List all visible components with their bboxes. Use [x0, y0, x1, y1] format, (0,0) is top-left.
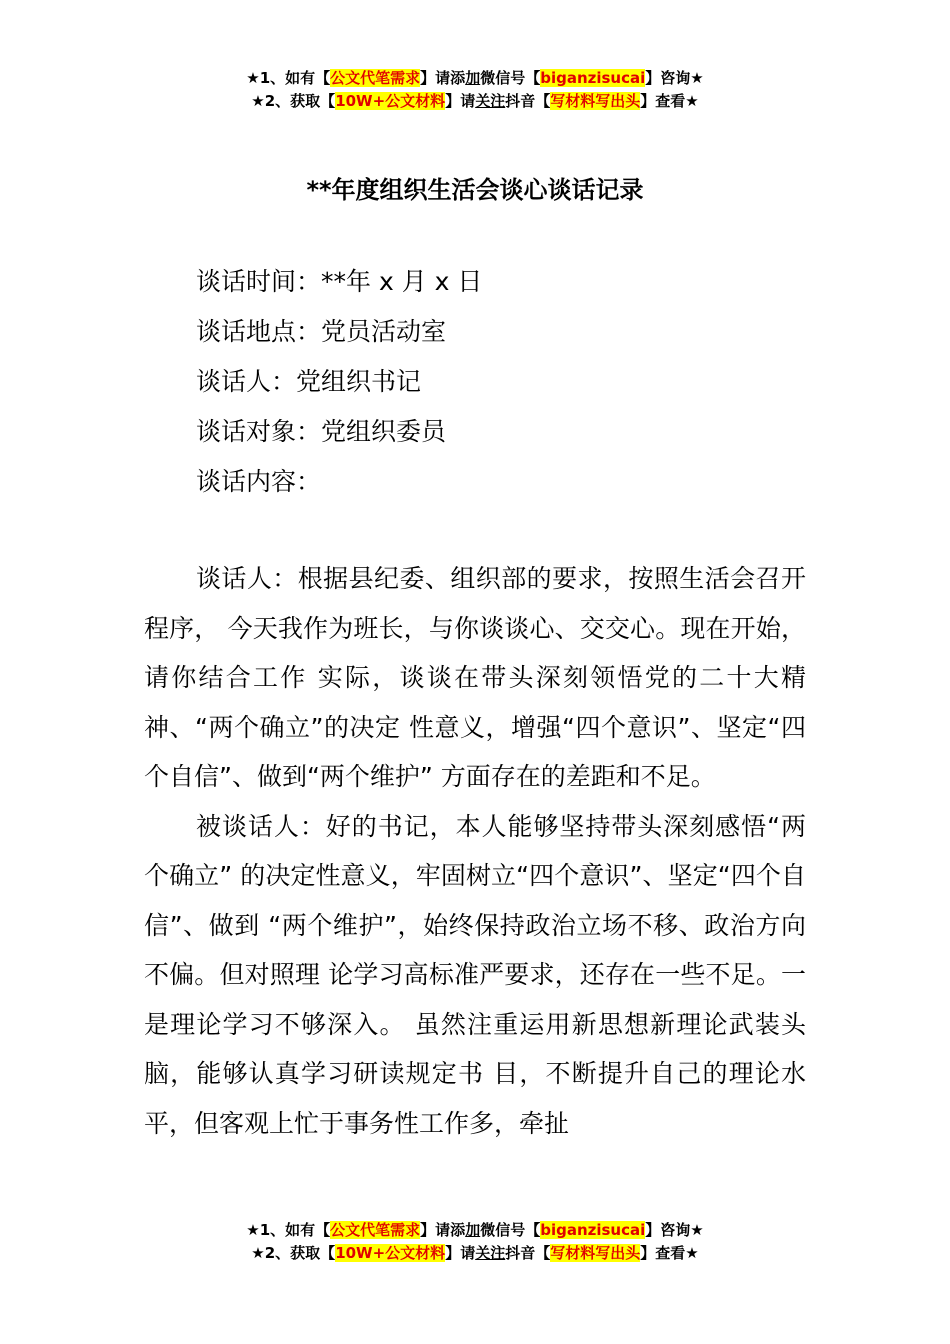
banner-text: 】请: [445, 92, 476, 110]
wechat-id: biganzisucai: [540, 1221, 646, 1239]
banner-line-2: [0, 1242, 950, 1265]
banner-highlight: 10W+公文材料: [335, 1244, 446, 1262]
banner-text: ★2、获取【: [251, 92, 336, 110]
banner-text: 】请添: [420, 1221, 466, 1239]
banner-text: 】咨询★: [645, 1221, 704, 1239]
banner-highlight: 公文代笔需求: [330, 69, 421, 87]
banner-text: 抖音【: [505, 1244, 551, 1262]
document-title: **年度组织生活会谈心谈话记录: [306, 176, 644, 204]
banner-text: 】请: [445, 1244, 476, 1262]
top-ad-banner: [0, 67, 950, 113]
banner-text: 】查看★: [640, 1244, 699, 1262]
banner-line-1: [0, 1219, 950, 1242]
banner-line-2: [0, 90, 950, 113]
banner-highlight: 10W+公文材料: [335, 92, 446, 110]
meta-time: 谈话时间：**年 x 月 x 日: [196, 267, 483, 296]
banner-underline: 加: [465, 69, 481, 87]
banner-text: 微信号【: [480, 1221, 541, 1239]
banner-text: 】查看★: [640, 92, 699, 110]
meta-speaker: 谈话人：党组织书记: [196, 367, 422, 396]
banner-underline: 关注: [475, 92, 506, 110]
document-body: [144, 554, 806, 1148]
wechat-id: biganzisucai: [540, 69, 646, 87]
banner-text: ★2、获取【: [251, 1244, 336, 1262]
douyin-account: 写材料写出头: [550, 92, 641, 110]
banner-line-1: [0, 67, 950, 90]
banner-text: 】请添: [420, 69, 466, 87]
meta-interviewee: 谈话对象：党组织委员: [196, 417, 447, 446]
meta-block: [196, 257, 482, 507]
banner-underline: 加: [465, 1221, 481, 1239]
bottom-ad-banner: [0, 1219, 950, 1265]
banner-text: 抖音【: [505, 92, 551, 110]
meta-content-label: 谈话内容：: [196, 467, 322, 496]
paragraph: 被谈话人：好的书记，本人能够坚持带头深刻感悟“两个确立” 的决定性意义，牢固树立“四个意识”、坚定“四个自信”、做到 “两个维护”，始终保持政治立场不移、政治方向不偏。但对照理 论学习高标准严要求，还存在一些不足。一是理论学习不够深入。 虽然注重运用新思想新理论武装头脑，能够认真学习研读规定书 目，不断提升自己的理论水平，但客观上忙于事务性工作多，牵扯: [144, 811, 806, 1138]
banner-text: ★1、如有【: [246, 1221, 331, 1239]
banner-text: 】咨询★: [645, 69, 704, 87]
banner-highlight: 公文代笔需求: [330, 1221, 421, 1239]
banner-text: 微信号【: [480, 69, 541, 87]
meta-location: 谈话地点：党员活动室: [196, 317, 447, 346]
paragraph: 谈话人：根据县纪委、组织部的要求，按照生活会召开程序， 今天我作为班长，与你谈谈心、交交心。现在开始，请你结合工作 实际，谈谈在带头深刻领悟党的二十大精神、“两个确立”的决定 性意义，增强“四个意识”、坚定“四个自信”、做到“两个维护” 方面存在的差距和不足。: [144, 564, 806, 791]
banner-underline: 关注: [475, 1244, 506, 1262]
douyin-account: 写材料写出头: [550, 1244, 641, 1262]
banner-text: ★1、如有【: [246, 69, 331, 87]
